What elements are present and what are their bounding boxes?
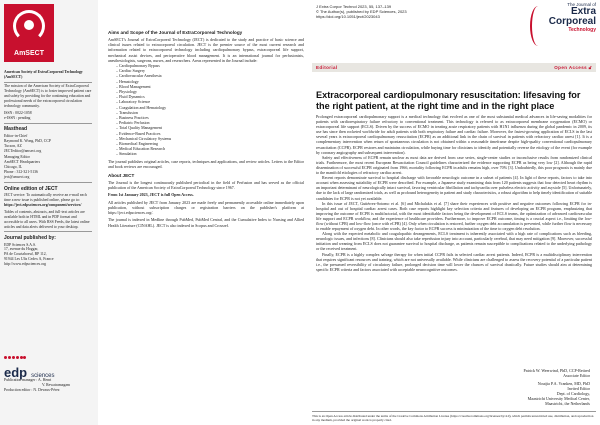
signature-institution: Maastricht University Medical Center, (527, 396, 590, 402)
about-heading: About JECT (108, 173, 135, 179)
citation: J Extra Corpor Technol 2023, 55, 137–139 (316, 4, 392, 9)
heart-icon (24, 20, 34, 30)
managing-phone: Phone : 312-321-5136 (4, 170, 38, 175)
topic-item: – Total Quality Management (116, 125, 304, 130)
amsect-logo (4, 4, 54, 62)
copyright: © The Author(s), published by EDP Sciences, 2023 (316, 9, 407, 15)
topic-item: – Coagulation and Hematology (116, 105, 304, 110)
article-body (316, 114, 592, 272)
topic-item: – Pediatric Perfusion (116, 120, 304, 125)
masthead-heading: Masthead (4, 126, 28, 133)
publication-manager: Publication manager : A. Henri (4, 378, 52, 382)
edp-logo-word: edp (4, 365, 28, 380)
topic-item: – Hematology (116, 79, 304, 84)
paragraph: Recent reports demonstrate survival to hospital discharge with favorable neurologic outcome in a subset of patients [4]. In light of these reports, factors to take into account when assessing suitability of ECPR were described. For example, a Japanese study examining data from 120 patients suggests that four detected heart rhythm is an important determinant of neurologically intact survival, favoring ventricular fibrillation and tachycardia over pulseless electric activity and asystole [5]. Unfortunately, due to the lack of large randomized trials, as well as profound heterogeneity in patient and study characteristics, a robust algorithm to help timely identification of suitable candidates for ECPR is not yet available. (316, 175, 592, 201)
managing-name: AmSECT Headquarters (4, 160, 41, 165)
section-bar (312, 63, 596, 72)
indexing-text: The journal is indexed in Medline through PubMed, PubMed Central, and the Cumulative Index to Nursing and Allied Health Literature (CINAHL). JECT is also indexed in Scopus and Crossref. (108, 217, 304, 228)
editor-place: Tucson, AZ (4, 143, 22, 148)
topic-item: – Cardiac Surgery (116, 68, 304, 73)
paragraph: Prolonged extracorporeal cardiopulmonary support is a medical technology that evolved as one of the most substantial medical advances in life-saving modalities for patients with cardiorespiratory failure refractory to conventional treatment. This technology is referred to as extracorporeal membrane oxygenation (ECMO) or extracorporeal life support (ECLS). Driven by the success of ECMO in treating acute respiratory patients with H1N1 influenza during the global pandemic in 2009, its use has since then rocketed worldwide for adult patients with both respiratory failure and cardiac failure. Moreover, the fastest-growing application of ECLS in the last several years is extracorporeal cardiopulmonary resuscitation (ECPR) as an additional link in the chain of survival in patients with refractory cardiac arrest [1]. It is a complementary intervention when return of spontaneous circulation is not obtained within a reasonable timeframe despite high-quality conventional cardiopulmonary resuscitation (CCPR). ECPR restores and maintains circulation, while buying time for clinicians to identify and potentially reverse the etiology of the event (for example by coronary angiography and subsequent intervention). (316, 114, 592, 155)
managing-email[interactable]: ject@amsect.org (4, 175, 30, 180)
cover-technology: Technology (568, 27, 596, 33)
publisher-address-2: PA de Courtaboeuf, BP 112, (4, 252, 47, 257)
publication-manager-2: V. Rewatramagam (42, 382, 70, 387)
citation-block (316, 4, 516, 20)
amsect-logo-label: AmSECT (14, 50, 44, 57)
toc-text: Tables of contents, abstracts, and full-text articles are available both in HTML and in PDF format and accessible to all users. With RSS Feeds, the latest online articles and data alerts delivered to your desktop. (4, 209, 90, 229)
journal-publishes-text: The journal publishes original articles, case reports, techniques and applications, and review articles. Letters to the Editor and book reviews are encouraged. (108, 158, 304, 169)
publisher-url-link[interactable]: http://www.edpsciences.org (4, 262, 47, 267)
issn: ISSN : 0022-1058 (4, 110, 32, 115)
aims-column (98, 0, 310, 425)
journal-cover-logo (528, 2, 596, 52)
topic-item: – Business Practices (116, 115, 304, 120)
topic-item: – Laboratory Science (116, 99, 304, 104)
signature-dept: Dept. of Cardiology, (556, 391, 590, 397)
topic-item: – Medical Education Research (116, 146, 304, 151)
open-lock-icon: 🔓︎ (588, 65, 592, 70)
sidebar-column (0, 0, 98, 425)
signature-2 (470, 381, 590, 406)
signature-1 (470, 368, 590, 378)
open-access-detail: All articles published by JECT from January 2023 are made freely and permanently accessible online immediately upon publication, without subscription charges or registration barriers on the publisher's platform at https://ject.edpsciences.org/. (108, 199, 304, 216)
section-label: Editorial (316, 65, 338, 70)
online-url-link[interactable]: https://ject.edpsciences.org/component/services/ (4, 202, 82, 207)
paragraph: In this issue of JECT, Gutiérrez-Sotomo et al. [6] and Michalakis et al. [7] share their experiences with positive and negative outcomes following ECPR for in-hospital and out of hospital cardiac arrest cases. Both case reports highlight key selection criteria and features of developing an ECPR program, emphasizing that improving the outcome of ECPR is multifactorial, with the most identifiable factors being the development of ECLS teams, the optimization of advanced cardiovascular life support and ECPR workflow, and the experience of healthcare providers. Furthermore, to improve ECPR outcome, timing is a crucial aspect i.e., limiting the low-flow (without CPR) and low-flow (once with eCPR) [4]. Only when circulation is restored, further oxygen debt accumulation is prevented, while further flow is necessary to enable repayment of oxygen debt. In other words, the key factor to ECPR success is minimization of the time to oxygen debt resolution. (316, 200, 592, 232)
topic-item: – Evidence-Based Practices (116, 131, 304, 136)
paragraph: Along with the expected metabolic and coagulopathic derangements, ECLS treatment is inherently associated with a high rate of complications such as bleeding, neurologic issues, and infections [8]. Clinicians should also take reperfusion injury into account, particularly cerebral, that may need mitigation [9]. Moreover, successful initiation and weaning from ECLS does not guarantee survival to hospital discharge, as patients remain susceptible to complications related to the underlying pathology or the received treatment. (316, 231, 592, 252)
online-text: JECT service: To automatically receive an e-mail each time a new issue is published online, please go to: (4, 193, 87, 202)
signature-name: Noutjia P.A. Vranken, MD, PhD (537, 381, 590, 386)
topics-list (108, 63, 304, 157)
doi-link[interactable]: https://doi.org/10.1051/ject/2023043 (316, 14, 380, 20)
cover-the: The Journal of (567, 2, 596, 7)
signature-name: Patrick W. Weerwind, PhD, CCP-Retired (523, 368, 590, 373)
license-text: This is an Open Access article distributed under the terms of the Creative Commons Attribution License (https://creativecommons.org/licenses/by/4.0), which permits unrestricted use, distribution, and reproduction in any medium, provided the original work is properly cited. (312, 413, 594, 422)
article-title: Extracorporeal cardiopulmonary resuscitation: lifesaving for the right patient, at the right time and in the right place (316, 90, 581, 111)
eissn: e-ISSN : pending (4, 115, 31, 120)
cover-corporeal: Corporeal (548, 16, 596, 27)
topic-item: – Biomedical Engineering (116, 141, 304, 146)
paragraph: Finally, ECPR is a highly complex salvage therapy for when initial CCPR fails in selected cardiac arrest patients. Indeed, ECPR is a multidisciplinary intervention that requires significant resources and training, which are not universally available. While clinicians are challenged to assess the recovery potential of a particular patient i.e., the presumed reversibility of circulatory failure, prolonged decision time will lower the chances of survival drastically. Future studies should aim at determining specific ECPR criteria and factors associated with acceptable neurocognitive outcomes. (316, 251, 592, 272)
topic-item: – Fluid Dynamics (116, 94, 304, 99)
cover-extra: Extra (570, 6, 596, 17)
topic-item: – Transfusion (116, 110, 304, 115)
topic-item: – Mechanical Circulatory Systems (116, 136, 304, 141)
society-name: American Society of ExtraCorporeal Technology (AmSECT) (4, 70, 83, 79)
topic-item: – Physiology (116, 89, 304, 94)
publisher-address-3: 91944 Les Ulis Cedex A, France (4, 257, 54, 262)
topic-item: – Blood Management (116, 84, 304, 89)
managing-label: Managing Editor (4, 155, 30, 160)
society-mission: The mission of the American Society of ExtraCorporeal Technology (AmSECT) is to foster improved patient care and safety by providing for the continuing education and professional needs of the extracorporeal circulation technology community. (4, 84, 92, 109)
online-heading: Online edition of JECT (4, 185, 58, 192)
topic-item: – Simulation (116, 151, 304, 156)
signature-role: Associate Editor (563, 373, 590, 379)
edp-logo-word2: sciences (31, 373, 55, 379)
signature-city: Maastricht, the Netherlands (545, 401, 590, 407)
managing-city: Chicago, IL (4, 165, 23, 170)
open-access-text: From 1st January 2023, JECT is full Open Access. (108, 192, 194, 198)
topic-item: – Cardiopulmonary Bypass (116, 63, 304, 68)
paragraph: Safety and effectiveness of ECPR remain unclear as most data are derived from case series, single-center studies or inconclusive results from randomized clinical trials. Furthermore, the most recent European Resuscitation Council guidelines characterized the evidence supporting ECPR as being very low [2]. Although the rapid dissemination of successful ECPR originated from 1966, mortality following ECPR in adults remains high, over 70% [3]. Undoubtedly, this poor prognosis is mainly due to the manifold etiologies of refractory cardiac arrest. (316, 154, 592, 176)
editor-label: Editor-in-Chief (4, 133, 28, 138)
production-editor: Production editor : N. Devaux-Pérez (4, 387, 60, 392)
editor-email[interactable]: JECTeditor@amsect.org (4, 148, 42, 153)
topic-item: – Cardiovascular Anesthesia (116, 73, 304, 78)
signature-role: Invited Editor (567, 386, 590, 392)
publisher-address-1: 17, avenue du Hoggar, (4, 247, 39, 252)
license-footer (312, 411, 596, 422)
aims-heading: Aims and Scope of the Journal of ExtraCorporeal Technology (108, 30, 243, 35)
about-text: The Journal is the longest continuously published periodical in the field of Perfusion and has served as the official publication of the American Society of ExtraCorporeal Technology since 1967. (108, 180, 304, 191)
open-access-badge: Open Access 🔓︎ (554, 65, 592, 70)
publisher-heading: Journal published by: (4, 235, 56, 242)
aims-text: AmSECT's Journal of ExtraCorporeal Technology (JECT) is dedicated to the study and practice of basic science and clinical issues related to extracorporeal circulation. JECT is the premier source of the most current research and information related to extracorporeal technology including cardiopulmonary bypass, extracorporeal life support, mechanical assist devices, and perioperative blood management. It is an international journal for perfusionists, anesthesiologists, surgeons, nurses, and researchers. Areas represented in the Journal include: (108, 37, 304, 63)
editor-name: Raymond K. Wong, PhD, CCP (4, 138, 51, 143)
publisher-name: EDP Sciences S.A.S. (4, 242, 37, 247)
